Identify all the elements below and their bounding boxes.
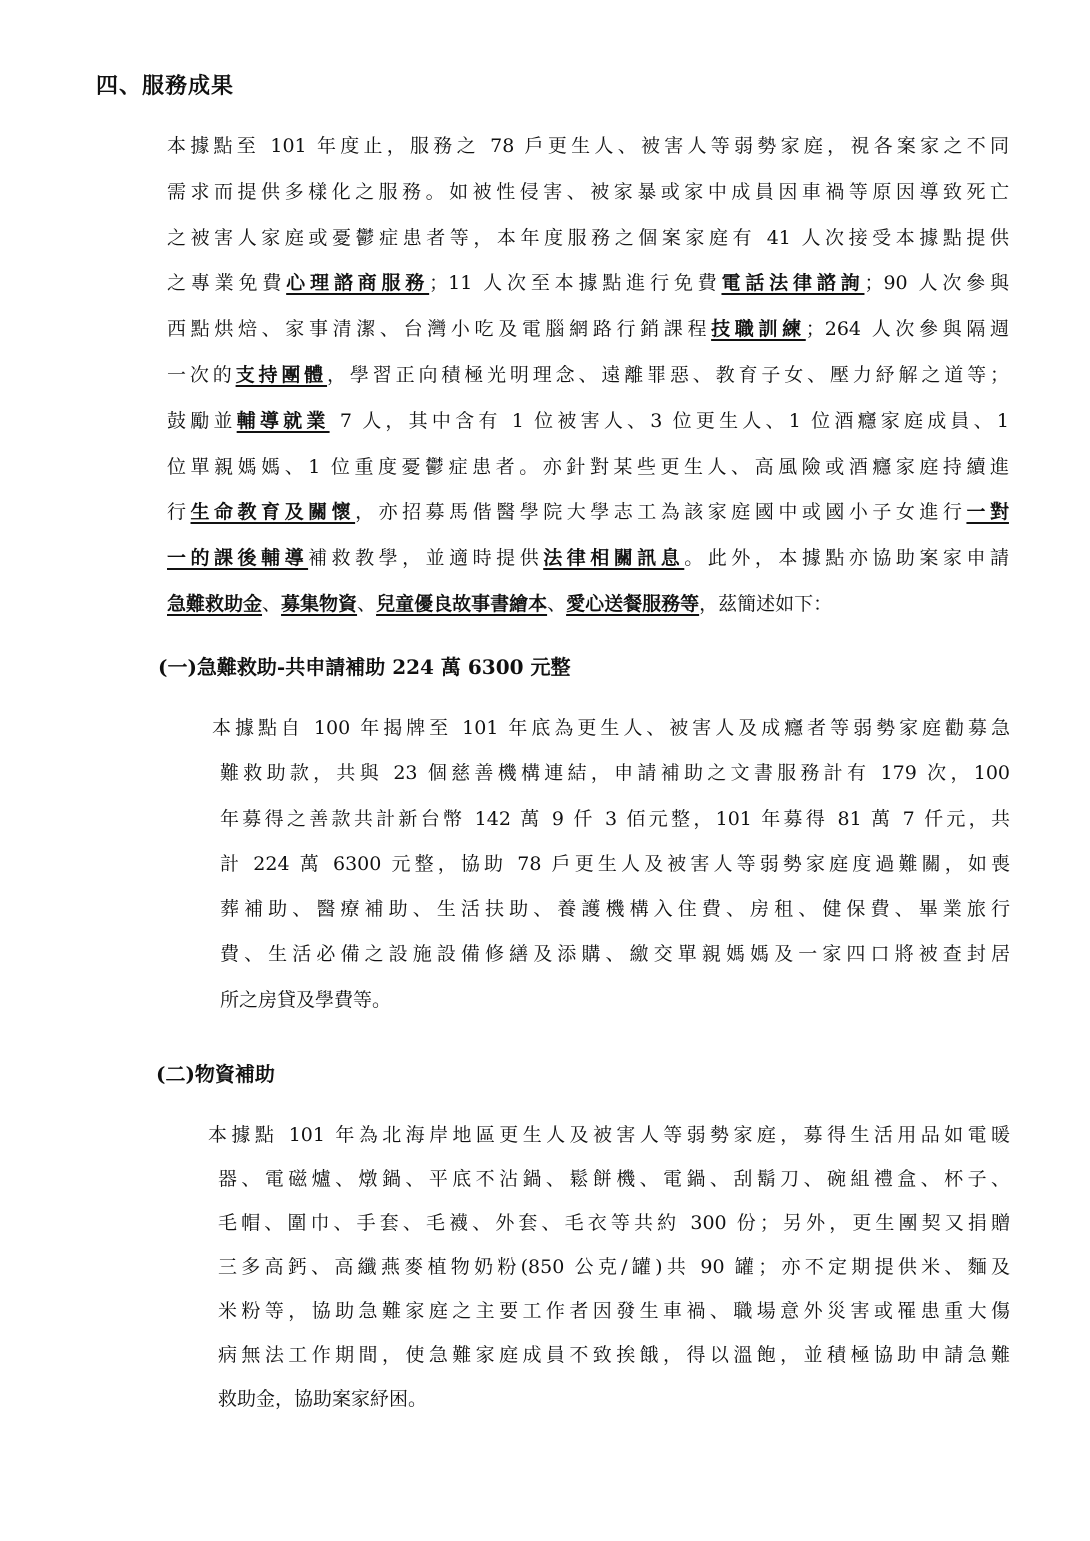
emphasized-term: 法律相關訊息 [543, 547, 685, 570]
emphasized-term: 技職訓練 [711, 318, 806, 341]
emphasized-term: 生命教育及關懷 [190, 501, 356, 524]
text-run: ；90 人次參與 [864, 272, 1009, 295]
text-run: ，學習正向積極光明理念、遠離罪惡、教育子女、壓力紓解之道等； [327, 363, 1009, 386]
emphasized-term: 輔導就業 [236, 409, 330, 432]
text-run: 、 [262, 592, 282, 615]
emphasized-term: 一的課後輔導 [167, 547, 309, 570]
emphasized-term: 募集物資 [281, 592, 358, 615]
text-run: 本據點至 101 年度止，服務之 78 戶更生人、被害人等弱勢家庭，視各案家之不同 [167, 135, 1009, 157]
text-run: ，亦招募馬偕醫學院大學志工為該家庭國中或國小子女進行 [355, 501, 967, 524]
sub1-line: 所之房貸及學費等。 [220, 988, 392, 1011]
sub2-line: 病無法工作期間，使急難家庭成員不致挨餓，得以溫飽，並積極協助申請急難 [218, 1344, 1010, 1366]
text-run: 。此外，本據點亦協助案家申請 [684, 547, 1009, 570]
emphasized-term: 支持團體 [235, 363, 328, 386]
text-run: 之被害人家庭或憂鬱症患者等，本年度服務之個案家庭有 41 人次接受本據點提供 [167, 226, 1009, 249]
intro-line [167, 445, 1009, 491]
subsection-2-title: (二)物資補助 [156, 1062, 275, 1086]
intro-line [167, 124, 1009, 170]
intro-line [167, 536, 1009, 582]
sub1-line: 葬補助、醫療補助、生活扶助、養護機構入住費、房租、健保費、畢業旅行 [220, 898, 1010, 921]
sub1-line: 費、生活必備之設施設備修繕及添購、繳交單親媽媽及一家四口將被查封居 [220, 943, 1010, 966]
emphasized-term: 急難救助金 [167, 592, 263, 615]
emphasized-term: 心理諮商服務 [286, 272, 430, 295]
intro-line [167, 582, 1009, 628]
text-run: ；264 人次參與隔週 [805, 318, 1009, 341]
text-run: 位單親媽媽、1 位重度憂鬱症患者。亦針對某些更生人、高風險或酒癮家庭持續進 [167, 455, 1009, 478]
intro-line [167, 353, 1009, 399]
text-run: 補救教學，並適時提供 [308, 547, 544, 570]
text-run: 需求而提供多樣化之服務。如被性侵害、被家暴或家中成員因車禍等原因導致死亡 [167, 180, 1009, 203]
text-run: 、 [547, 592, 567, 615]
intro-line [167, 399, 1009, 445]
text-run: 之專業免費 [167, 272, 287, 295]
subsection-1-paragraph [212, 706, 1010, 1023]
intro-line [167, 307, 1009, 353]
intro-line [167, 261, 1009, 307]
emphasized-term: 兒童優良故事書繪本 [376, 592, 548, 615]
sub2-line: 米粉等，協助急難家庭之主要工作者因發生車禍、職場意外災害或罹患重大傷 [218, 1300, 1010, 1322]
sub1-line: 計 224 萬 6300 元整，協助 78 戶更生人及被害人等弱勢家庭度過難關，如喪 [220, 852, 1010, 875]
sub1-line: 本據點自 100 年揭牌至 101 年底為更生人、被害人及成癮者等弱勢家庭勸募急 [212, 717, 1010, 739]
intro-line [167, 170, 1009, 216]
sub2-line: 毛帽、圍巾、手套、毛襪、外套、毛衣等共約 300 份；另外，更生團契又捐贈 [218, 1212, 1010, 1234]
intro-line [167, 216, 1009, 262]
text-run: ；11 人次至本據點進行免費 [429, 272, 722, 295]
section-title: 四、服務成果 [96, 73, 235, 99]
subsection-2-paragraph [208, 1113, 1010, 1421]
text-run: ，茲簡述如下： [699, 592, 833, 615]
emphasized-term: 電話法律諮詢 [721, 272, 865, 295]
sub2-line: 器、電磁爐、燉鍋、平底不沾鍋、鬆餅機、電鍋、刮鬍刀、碗組禮盒、杯子、 [218, 1168, 1010, 1190]
emphasized-term: 愛心送餐服務等 [566, 592, 700, 615]
subsection-1-title: (一)急難救助-共申請補助 224 萬 6300 元整 [158, 655, 571, 679]
sub2-line: 本據點 101 年為北海岸地區更生人及被害人等弱勢家庭，募得生活用品如電暖 [208, 1124, 1010, 1146]
sub1-line: 難救助款，共與 23 個慈善機構連結，申請補助之文書服務計有 179 次，100 [220, 762, 1010, 785]
text-run: 、 [357, 592, 377, 615]
text-run: 鼓勵並 [167, 409, 237, 432]
sub2-line: 三多高鈣、高纖燕麥植物奶粉(850 公克/罐)共 90 罐；亦不定期提供米、麵及 [218, 1256, 1010, 1278]
text-run: 西點烘焙、家事清潔、台灣小吃及電腦網路行銷課程 [167, 318, 712, 341]
text-run: 行 [167, 501, 191, 524]
text-run: 7 人，其中含有 1 位被害人、3 位更生人、1 位酒癮家庭成員、1 [329, 409, 1009, 432]
intro-paragraph [167, 124, 1009, 628]
intro-line [167, 490, 1009, 536]
text-run: 一次的 [167, 363, 236, 386]
sub2-line: 救助金，協助案家紓困。 [218, 1388, 428, 1410]
emphasized-term: 一對 [966, 501, 1009, 524]
sub1-line: 年募得之善款共計新台幣 142 萬 9 仟 3 佰元整，101 年募得 81 萬 7 仟元，共 [220, 807, 1010, 830]
